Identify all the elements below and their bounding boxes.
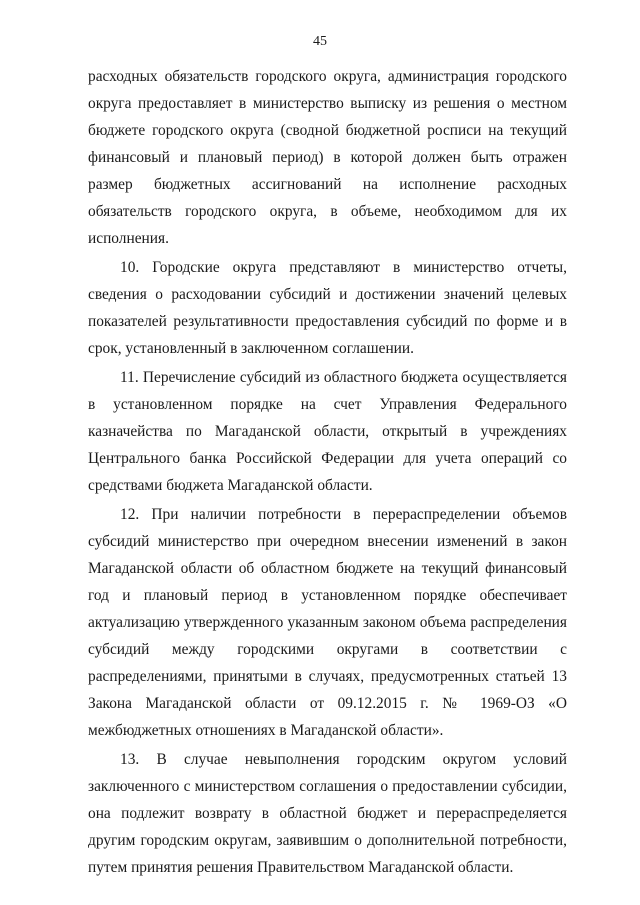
body-text	[88, 63, 567, 881]
page-number: 45	[313, 34, 327, 49]
paragraph-item-10: 10. Городские округа представляют в министерство отчеты, сведения о расходовании субсидий и достижении значений целевых показателей результативности предоставления субсидий по форме и в срок, установленный в заключенном соглашении.	[88, 259, 567, 357]
paragraph-continuation: расходных обязательств городского округа, администрация городского округа предоставляет в министерство выписку из решения о местном бюджете городского округа (сводной бюджетной росписи на текущий финансовый и плановый период) в которой должен быть отражен размер бюджетных ассигнований на исполнение расходных обязательств городского округа, в объеме, необходимом для их исполнения.	[88, 68, 567, 247]
paragraph-item-13: 13. В случае невыполнения городским округом условий заключенного с министерством соглашения о предоставлении субсидии, она подлежит возврату в областной бюджет и перераспределяется другим городским округам, заявившим о дополнительной потребности, путем принятия решения Правительством Магаданской области.	[88, 751, 567, 876]
paragraph-item-12: 12. При наличии потребности в перераспределении объемов субсидий министерство при очередном внесении изменений в закон Магаданской области об областном бюджете на текущий финансовый год и плановый период в установленном порядке обеспечивает актуализацию утвержденного указанным законом объема распределения субсидий между городскими округами в соответствии с распределениями, принятыми в случаях, предусмотренных статьей 13 Закона Магаданской области от 09.12.2015 г. № 1969-ОЗ «О межбюджетных отношениях в Магаданской области».	[88, 506, 567, 739]
paragraph-item-11: 11. Перечисление субсидий из областного бюджета осуществляется в установленном порядке на счет Управления Федерального казначейства по Магаданской области, открытый в учреждениях Центрального банка Российской Федерации для учета операций со средствами бюджета Магаданской области.	[88, 369, 567, 494]
